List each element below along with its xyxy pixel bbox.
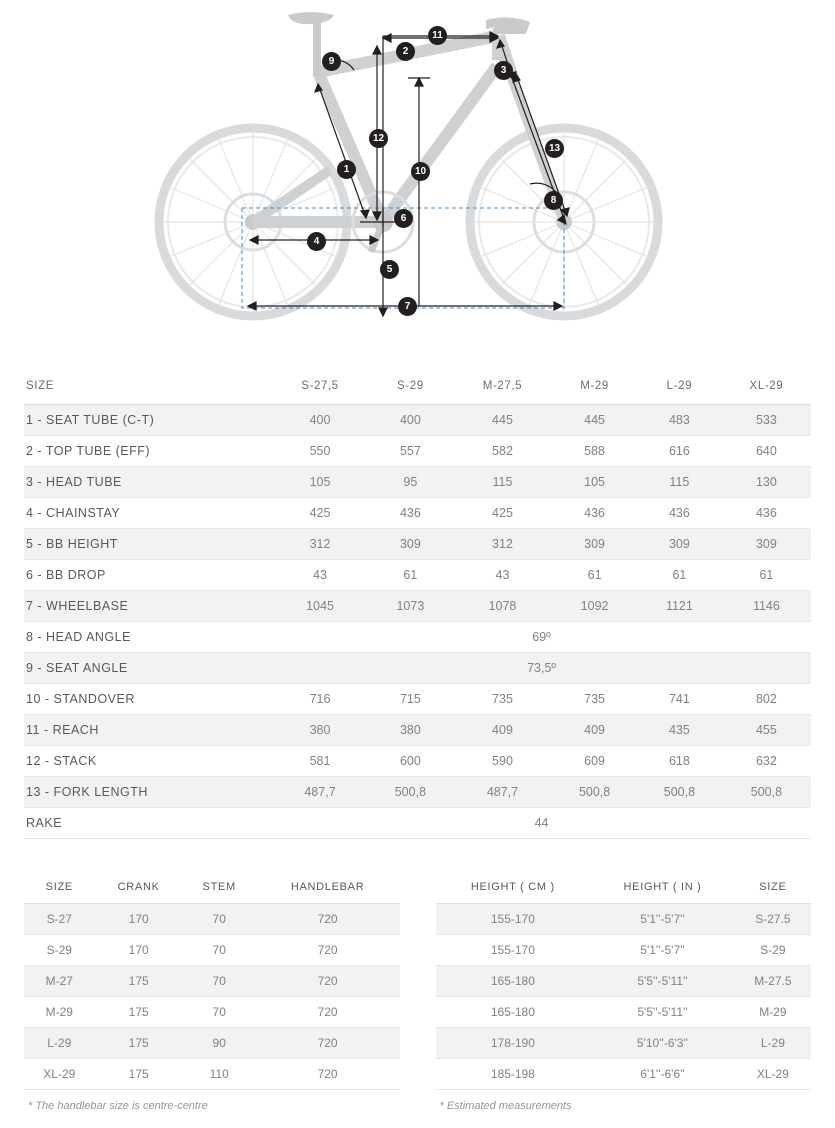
cell: 115 xyxy=(453,467,552,498)
cell-span: 44 xyxy=(272,808,811,839)
cell: 436 xyxy=(552,498,637,529)
bike-geometry-diagram xyxy=(0,0,835,360)
cell: 380 xyxy=(368,715,453,746)
cell: 105 xyxy=(272,467,368,498)
row-label: 4 - CHAINSTAY xyxy=(24,498,272,529)
cell: 720 xyxy=(256,997,400,1028)
cell: 720 xyxy=(256,904,400,935)
callout-8: 8 xyxy=(544,191,563,210)
table-row xyxy=(24,560,811,591)
cell: 175 xyxy=(95,1028,183,1059)
cell: XL-29 xyxy=(24,1059,95,1090)
cell: 436 xyxy=(722,498,811,529)
bottom-tables xyxy=(0,873,835,1128)
cell: 312 xyxy=(453,529,552,560)
cell: 61 xyxy=(368,560,453,591)
table-row xyxy=(24,1059,400,1090)
row-label: 5 - BB HEIGHT xyxy=(24,529,272,560)
cell: M-27.5 xyxy=(735,966,811,997)
callout-1: 1 xyxy=(337,160,356,179)
cell: 609 xyxy=(552,746,637,777)
table-row xyxy=(436,966,812,997)
cell: 487,7 xyxy=(272,777,368,808)
cell-span: 69º xyxy=(272,622,811,653)
table-row xyxy=(24,405,811,436)
cell: 720 xyxy=(256,1059,400,1090)
cell: 500,8 xyxy=(637,777,722,808)
row-label: 2 - TOP TUBE (EFF) xyxy=(24,436,272,467)
table-row xyxy=(436,997,812,1028)
components-table xyxy=(24,873,400,1090)
cell: 720 xyxy=(256,966,400,997)
geometry-col-s-275: S-27,5 xyxy=(272,370,368,405)
table-row xyxy=(24,653,811,684)
cell: 716 xyxy=(272,684,368,715)
cell: 110 xyxy=(183,1059,256,1090)
cell: 5'10''-6'3'' xyxy=(590,1028,734,1059)
table-row xyxy=(24,684,811,715)
cell: 165-180 xyxy=(436,966,591,997)
cell: S-27 xyxy=(24,904,95,935)
geometry-col-xl-29: XL-29 xyxy=(722,370,811,405)
table-row xyxy=(24,1028,400,1059)
cell: 309 xyxy=(722,529,811,560)
cell: 175 xyxy=(95,997,183,1028)
cell: 105 xyxy=(552,467,637,498)
cell: 5'1''-5'7'' xyxy=(590,935,734,966)
cell: 1146 xyxy=(722,591,811,622)
cell: 735 xyxy=(552,684,637,715)
row-label: RAKE xyxy=(24,808,272,839)
cell: 1121 xyxy=(637,591,722,622)
callout-2: 2 xyxy=(396,42,415,61)
sizing-table xyxy=(436,873,812,1090)
cell: 309 xyxy=(368,529,453,560)
cell: 533 xyxy=(722,405,811,436)
cell: 70 xyxy=(183,966,256,997)
cell: 43 xyxy=(453,560,552,591)
cell: 380 xyxy=(272,715,368,746)
cell: 90 xyxy=(183,1028,256,1059)
geometry-col-m-29: M-29 xyxy=(552,370,637,405)
row-label: 7 - WHEELBASE xyxy=(24,591,272,622)
cell: S-29 xyxy=(24,935,95,966)
table-row xyxy=(24,904,400,935)
table-row xyxy=(24,808,811,839)
cell: 170 xyxy=(95,935,183,966)
cell: 436 xyxy=(637,498,722,529)
sizing-col-height-in: HEIGHT ( IN ) xyxy=(590,873,734,904)
table-row xyxy=(24,935,400,966)
cell: 616 xyxy=(637,436,722,467)
cell: 455 xyxy=(722,715,811,746)
cell: 43 xyxy=(272,560,368,591)
geometry-col-size: SIZE xyxy=(24,370,272,405)
cell: 582 xyxy=(453,436,552,467)
table-row xyxy=(436,1028,812,1059)
cell: M-27 xyxy=(24,966,95,997)
cell: XL-29 xyxy=(735,1059,811,1090)
cell: 581 xyxy=(272,746,368,777)
measurement-lines xyxy=(248,32,569,316)
cell: 309 xyxy=(552,529,637,560)
cell-span: 73,5º xyxy=(272,653,811,684)
cell: 400 xyxy=(272,405,368,436)
cell: L-29 xyxy=(735,1028,811,1059)
cell: 436 xyxy=(368,498,453,529)
cell: 720 xyxy=(256,1028,400,1059)
row-label: 6 - BB DROP xyxy=(24,560,272,591)
cell: 175 xyxy=(95,966,183,997)
components-col-crank: CRANK xyxy=(95,873,183,904)
components-col-handlebar: HANDLEBAR xyxy=(256,873,400,904)
callout-5: 5 xyxy=(380,260,399,279)
table-row xyxy=(24,777,811,808)
cell: 483 xyxy=(637,405,722,436)
components-column xyxy=(24,873,400,1128)
cell: S-27.5 xyxy=(735,904,811,935)
cell: 155-170 xyxy=(436,904,591,935)
table-row xyxy=(24,591,811,622)
row-label: 3 - HEAD TUBE xyxy=(24,467,272,498)
cell: 6'1''-6'6'' xyxy=(590,1059,734,1090)
cell: 409 xyxy=(453,715,552,746)
geometry-col-l-29: L-29 xyxy=(637,370,722,405)
cell: 425 xyxy=(453,498,552,529)
cell: 61 xyxy=(552,560,637,591)
sizing-column xyxy=(436,873,812,1128)
sizing-col-size: SIZE xyxy=(735,873,811,904)
table-row xyxy=(24,997,400,1028)
cell: 70 xyxy=(183,904,256,935)
cell: 1045 xyxy=(272,591,368,622)
geometry-table xyxy=(24,370,811,839)
cell: 802 xyxy=(722,684,811,715)
callout-7: 7 xyxy=(398,297,417,316)
cell: 400 xyxy=(368,405,453,436)
cell: 618 xyxy=(637,746,722,777)
cell: 1092 xyxy=(552,591,637,622)
cell: 185-198 xyxy=(436,1059,591,1090)
cell: 312 xyxy=(272,529,368,560)
components-footnote: * The handlebar size is centre-centre xyxy=(28,1100,208,1112)
sizing-col-height-cm: HEIGHT ( CM ) xyxy=(436,873,591,904)
cell: 5'1''-5'7'' xyxy=(590,904,734,935)
row-label: 1 - SEAT TUBE (C-T) xyxy=(24,405,272,436)
callout-13: 13 xyxy=(545,139,564,158)
row-label: 9 - SEAT ANGLE xyxy=(24,653,272,684)
cell: 175 xyxy=(95,1059,183,1090)
cell: 600 xyxy=(368,746,453,777)
cell: 61 xyxy=(722,560,811,591)
cell: 178-190 xyxy=(436,1028,591,1059)
cell: L-29 xyxy=(24,1028,95,1059)
cell: 590 xyxy=(453,746,552,777)
cell: 445 xyxy=(552,405,637,436)
cell: 720 xyxy=(256,935,400,966)
cell: 435 xyxy=(637,715,722,746)
callout-10: 10 xyxy=(411,162,430,181)
callout-9: 9 xyxy=(322,52,341,71)
cell: 500,8 xyxy=(368,777,453,808)
row-label: 13 - FORK LENGTH xyxy=(24,777,272,808)
cell: M-29 xyxy=(735,997,811,1028)
cell: 70 xyxy=(183,997,256,1028)
cell: S-29 xyxy=(735,935,811,966)
cell: 445 xyxy=(453,405,552,436)
cell: 550 xyxy=(272,436,368,467)
cell: 715 xyxy=(368,684,453,715)
table-row xyxy=(436,1059,812,1090)
cell: 5'5''-5'11'' xyxy=(590,997,734,1028)
row-label: 8 - HEAD ANGLE xyxy=(24,622,272,653)
callout-4: 4 xyxy=(307,232,326,251)
table-row xyxy=(24,622,811,653)
callout-11: 11 xyxy=(428,26,447,45)
cell: 588 xyxy=(552,436,637,467)
cell: 170 xyxy=(95,904,183,935)
cell: 61 xyxy=(637,560,722,591)
components-header-row xyxy=(24,873,400,904)
cell: 741 xyxy=(637,684,722,715)
cell: 115 xyxy=(637,467,722,498)
components-col-size: SIZE xyxy=(24,873,95,904)
table-row xyxy=(24,467,811,498)
callout-3: 3 xyxy=(494,61,513,80)
cell: 487,7 xyxy=(453,777,552,808)
table-row xyxy=(24,498,811,529)
cell: 165-180 xyxy=(436,997,591,1028)
cell: 1073 xyxy=(368,591,453,622)
table-row xyxy=(436,904,812,935)
cell: 130 xyxy=(722,467,811,498)
table-row xyxy=(436,935,812,966)
cell: 735 xyxy=(453,684,552,715)
components-col-stem: STEM xyxy=(183,873,256,904)
cell: 5'5''-5'11'' xyxy=(590,966,734,997)
cell: 500,8 xyxy=(552,777,637,808)
row-label: 10 - STANDOVER xyxy=(24,684,272,715)
cell: 70 xyxy=(183,935,256,966)
row-label: 11 - REACH xyxy=(24,715,272,746)
cell: 640 xyxy=(722,436,811,467)
cell: M-29 xyxy=(24,997,95,1028)
geometry-col-s-29: S-29 xyxy=(368,370,453,405)
cell: 425 xyxy=(272,498,368,529)
row-label: 12 - STACK xyxy=(24,746,272,777)
geometry-table-header-row xyxy=(24,370,811,405)
table-row xyxy=(24,746,811,777)
callout-6: 6 xyxy=(394,209,413,228)
cell: 95 xyxy=(368,467,453,498)
table-row xyxy=(24,715,811,746)
cell: 155-170 xyxy=(436,935,591,966)
table-row xyxy=(24,436,811,467)
geometry-col-m-275: M-27,5 xyxy=(453,370,552,405)
cell: 500,8 xyxy=(722,777,811,808)
table-row xyxy=(24,966,400,997)
cell: 557 xyxy=(368,436,453,467)
callout-12: 12 xyxy=(369,129,388,148)
cell: 1078 xyxy=(453,591,552,622)
cell: 309 xyxy=(637,529,722,560)
sizing-footnote: * Estimated measurements xyxy=(439,1100,572,1112)
cell: 632 xyxy=(722,746,811,777)
cell: 409 xyxy=(552,715,637,746)
sizing-header-row xyxy=(436,873,812,904)
table-row xyxy=(24,529,811,560)
